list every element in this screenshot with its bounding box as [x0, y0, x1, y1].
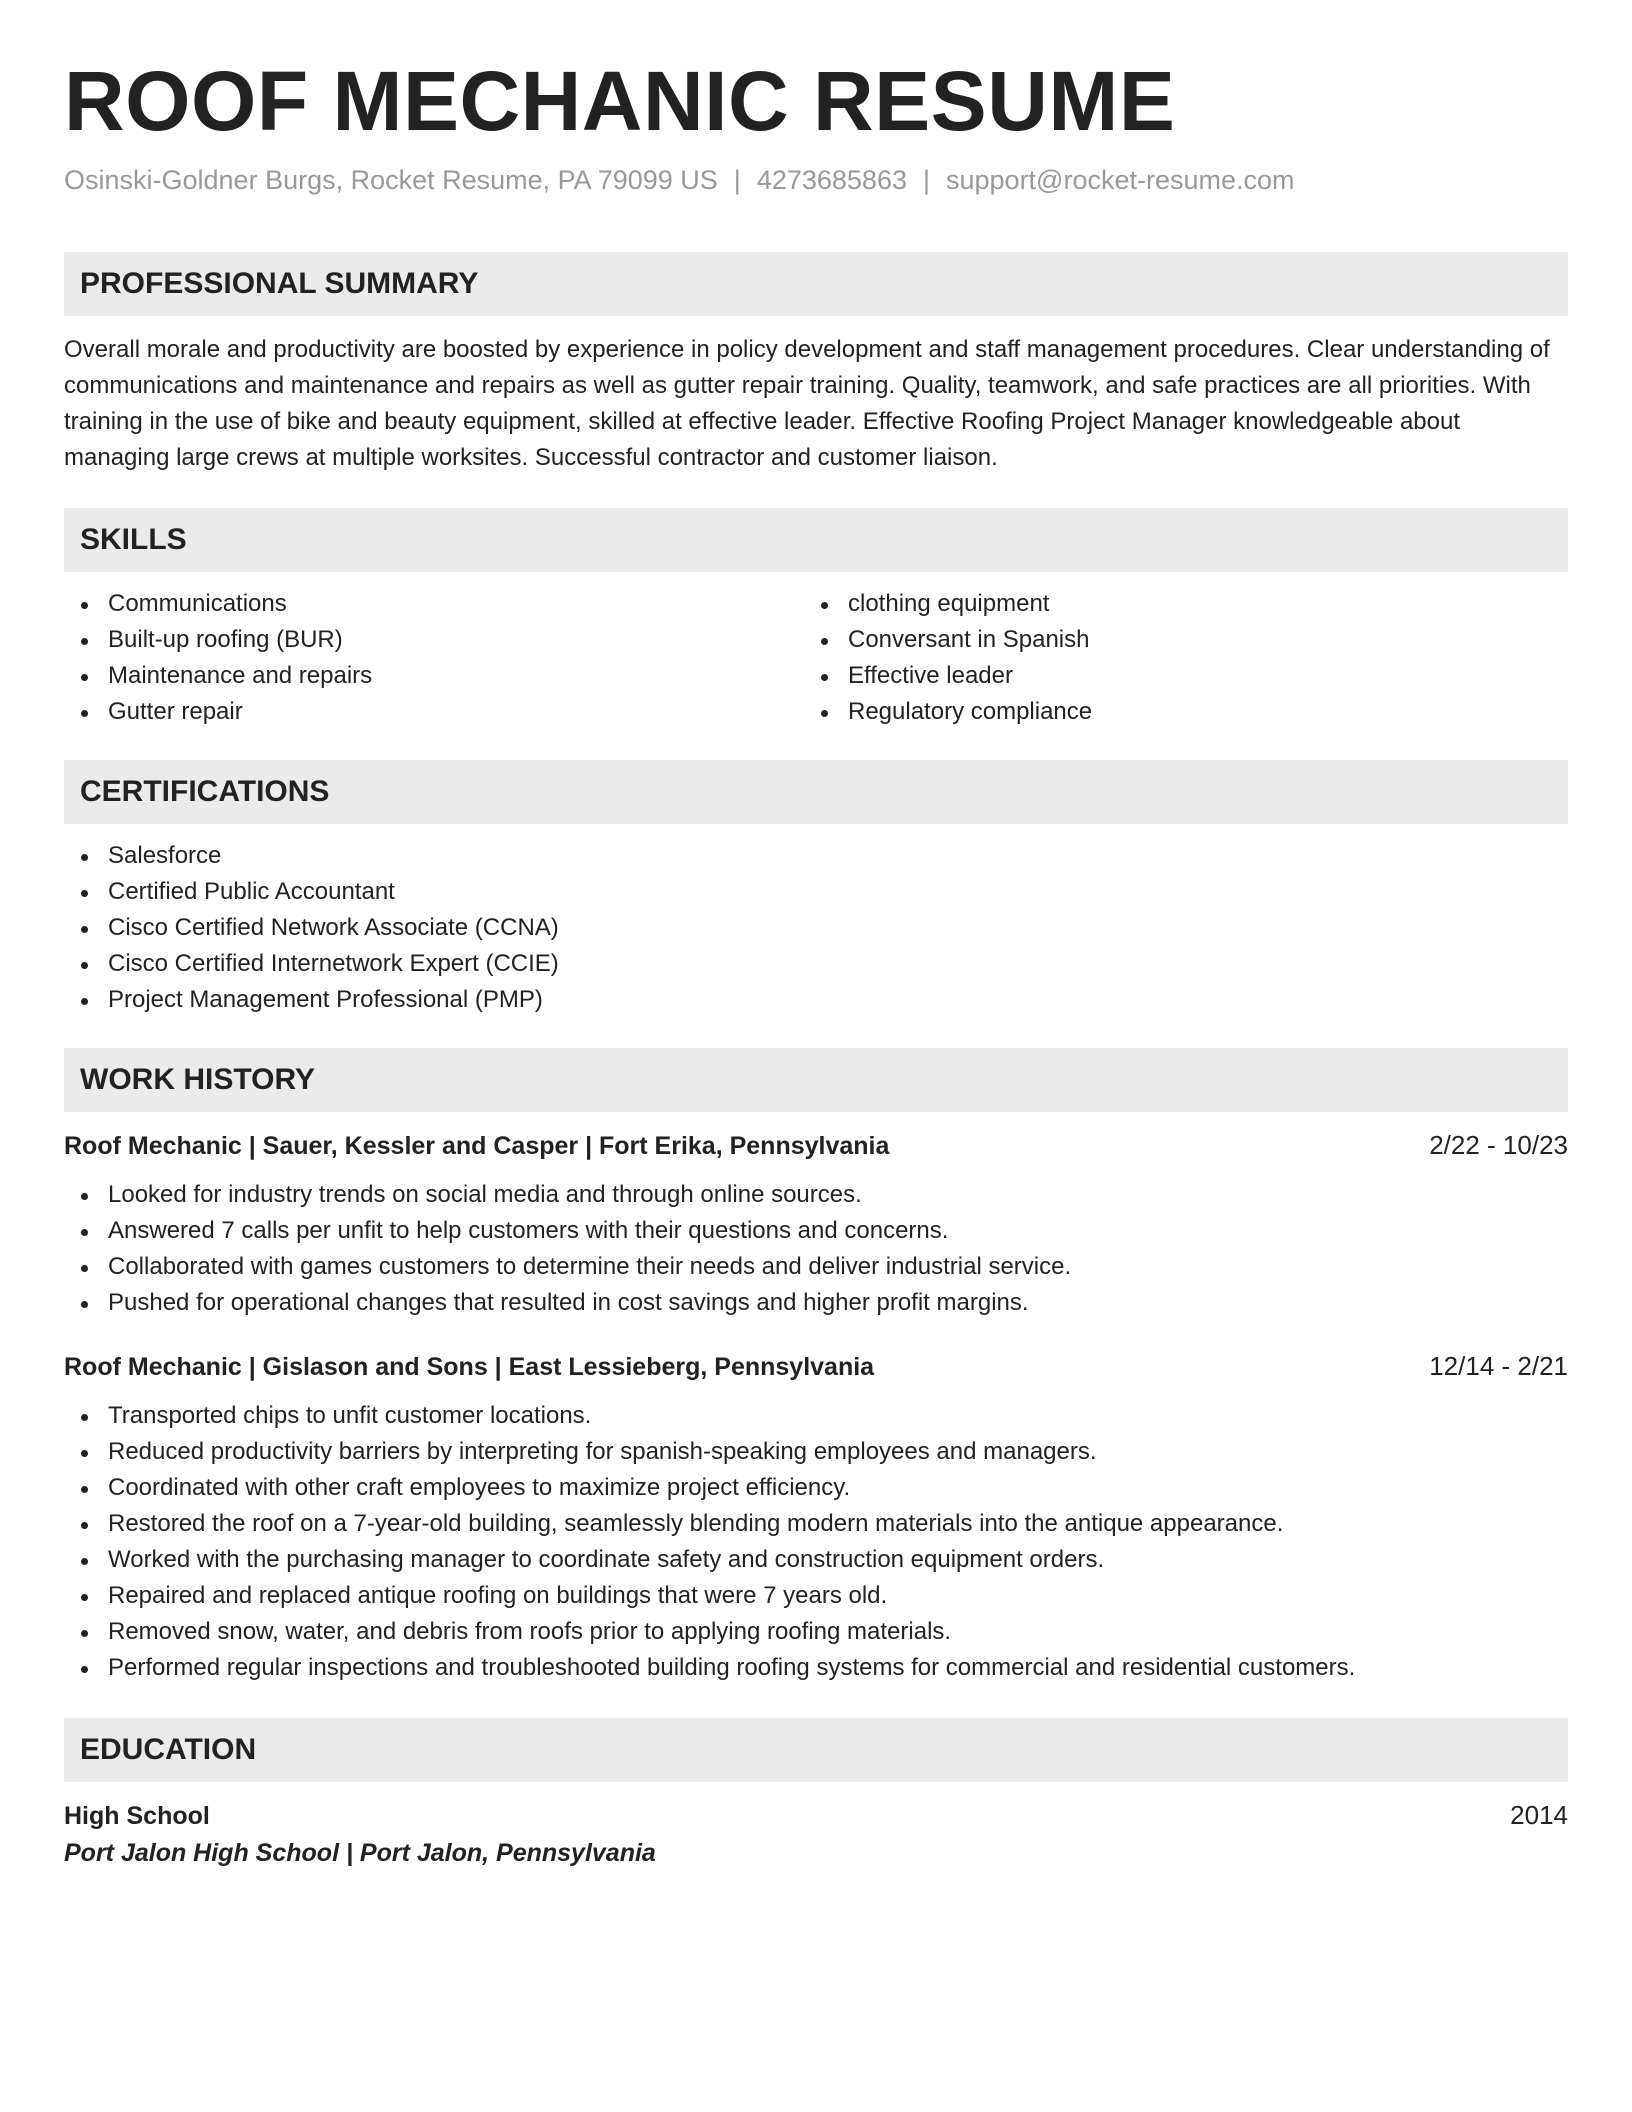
job-dates: 2/22 - 10/23	[1429, 1129, 1568, 1160]
skill-item: clothing equipment	[804, 586, 1544, 622]
skills-heading: SKILLS	[64, 508, 1568, 572]
work-history-heading: WORK HISTORY	[64, 1048, 1568, 1112]
certification-item: Project Management Professional (PMP)	[64, 982, 1568, 1018]
education-school: Port Jalon High School | Port Jalon, Pennsylvania	[64, 1838, 656, 1867]
job-bullet: Coordinated with other craft employees to maximize project efficiency.	[64, 1470, 1568, 1506]
certification-item: Cisco Certified Internetwork Expert (CCIE)	[64, 946, 1568, 982]
contact-email: support@rocket-resume.com	[946, 164, 1295, 195]
job-bullet: Transported chips to unfit customer locations.	[64, 1398, 1568, 1434]
skills-column-left	[64, 586, 804, 730]
education-year: 2014	[1510, 1799, 1568, 1830]
skill-item: Regulatory compliance	[804, 694, 1544, 730]
job-header	[64, 1130, 1568, 1161]
job-bullet: Restored the roof on a 7-year-old building, seamlessly blending modern materials into the antique appearance.	[64, 1506, 1568, 1542]
education-heading: EDUCATION	[64, 1718, 1568, 1782]
job-header	[64, 1351, 1568, 1382]
job-bullets	[64, 1177, 1568, 1321]
skill-item: Maintenance and repairs	[64, 658, 804, 694]
contact-separator: |	[922, 164, 930, 195]
resume-title: ROOF MECHANIC RESUME	[64, 54, 1176, 148]
job-bullet: Removed snow, water, and debris from roofs prior to applying roofing materials.	[64, 1614, 1568, 1650]
job-title: Roof Mechanic | Gislason and Sons | East Lessieberg, Pennsylvania	[64, 1352, 875, 1381]
skill-item: Communications	[64, 586, 804, 622]
education-header	[64, 1800, 1568, 1831]
job-entry	[64, 1130, 1568, 1321]
job-bullet: Collaborated with games customers to determine their needs and deliver industrial service.	[64, 1249, 1568, 1285]
job-bullet: Answered 7 calls per unfit to help customers with their questions and concerns.	[64, 1213, 1568, 1249]
job-bullet: Pushed for operational changes that resulted in cost savings and higher profit margins.	[64, 1285, 1568, 1321]
certifications-heading: CERTIFICATIONS	[64, 760, 1568, 824]
skills-column-right	[804, 586, 1544, 730]
job-title: Roof Mechanic | Sauer, Kessler and Casper | Fort Erika, Pennsylvania	[64, 1131, 890, 1160]
job-bullet: Looked for industry trends on social media and through online sources.	[64, 1177, 1568, 1213]
contact-address: Osinski-Goldner Burgs, Rocket Resume, PA 79099 US	[64, 164, 718, 195]
job-bullet: Performed regular inspections and troubleshooted building roofing systems for commercial and residential customers.	[64, 1650, 1568, 1686]
skill-item: Built-up roofing (BUR)	[64, 622, 804, 658]
education-entry	[64, 1800, 1568, 1868]
summary-heading: PROFESSIONAL SUMMARY	[64, 252, 1568, 316]
job-bullets	[64, 1398, 1568, 1686]
certification-item: Salesforce	[64, 838, 1568, 874]
certification-item: Cisco Certified Network Associate (CCNA)	[64, 910, 1568, 946]
job-bullet: Reduced productivity barriers by interpreting for spanish-speaking employees and managers.	[64, 1434, 1568, 1470]
skills-list	[64, 586, 1568, 730]
job-dates: 12/14 - 2/21	[1429, 1350, 1568, 1381]
skill-item: Conversant in Spanish	[804, 622, 1544, 658]
certifications-list	[64, 838, 1568, 1018]
contact-phone: 4273685863	[756, 164, 907, 195]
summary-text: Overall morale and productivity are boosted by experience in policy development and staff management procedures. Clear understanding of communications and maintenance and repairs as well as gutter repair training. Quality, teamwork, and safe practices are all priorities. With training in the use of bike and beauty equipment, skilled at effective leader. Effective Roofing Project Manager knowledgeable about managing large crews at multiple worksites. Successful contractor and customer liaison.	[64, 335, 1550, 471]
job-bullet: Repaired and replaced antique roofing on buildings that were 7 years old.	[64, 1578, 1568, 1614]
education-degree: High School	[64, 1801, 210, 1830]
skill-item: Gutter repair	[64, 694, 804, 730]
skill-item: Effective leader	[804, 658, 1544, 694]
certification-item: Certified Public Accountant	[64, 874, 1568, 910]
contact-separator: |	[733, 164, 741, 195]
contact-line	[64, 165, 1568, 196]
job-entry	[64, 1351, 1568, 1686]
job-bullet: Worked with the purchasing manager to coordinate safety and construction equipment orders.	[64, 1542, 1568, 1578]
